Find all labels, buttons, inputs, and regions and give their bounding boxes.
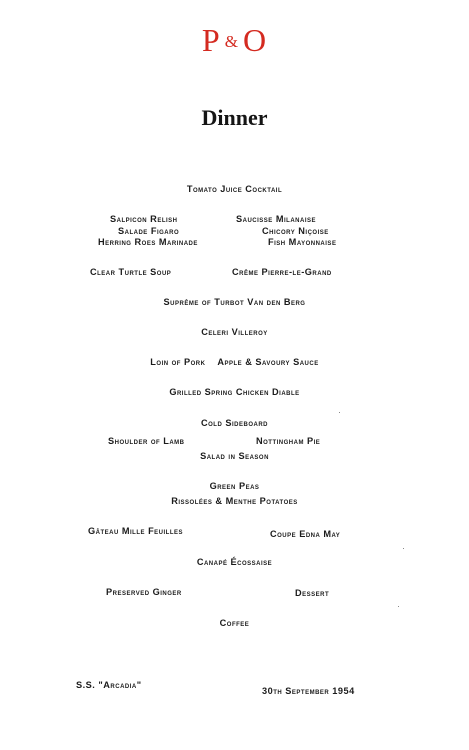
menu-item-potatoes: Rissolées & Menthe Potatoes: [171, 496, 298, 506]
logo-ampersand: &: [224, 32, 239, 51]
logo-letter-o: O: [242, 22, 268, 58]
menu-item-saucisse: Saucisse Milanaise: [236, 214, 317, 224]
menu-item-pie: Nottingham Pie: [256, 436, 321, 446]
menu-item-coupe: Coupe Edna May: [270, 529, 341, 539]
menu-item-salpicon: Salpicon Relish: [110, 214, 178, 224]
logo-letter-p: P: [201, 22, 221, 58]
footer-ship-name: S.S. "Arcadia": [76, 680, 142, 690]
menu-item-herring: Herring Roes Marinade: [98, 237, 198, 247]
menu-item-chicken: Grilled Spring Chicken Diable: [169, 387, 300, 397]
menu-item-dessert: Dessert: [295, 588, 330, 598]
footer-date: 30th September 1954: [262, 686, 355, 696]
menu-item-lamb: Shoulder of Lamb: [108, 436, 185, 446]
menu-item-pork: Loin of Pork Apple & Savoury Sauce: [150, 357, 319, 367]
menu-item-gateau: Gâteau Mille Feuilles: [88, 526, 184, 536]
menu-item-peas: Green Peas: [209, 481, 260, 491]
menu-heading-cold-sideboard: Cold Sideboard: [201, 418, 268, 428]
menu-item-celeri: Celeri Villeroy: [201, 327, 268, 337]
menu-item-fish: Fish Mayonnaise: [268, 237, 337, 247]
menu-item-turbot: Suprême of Turbot Van den Berg: [163, 297, 306, 307]
page-title: Dinner: [201, 105, 268, 130]
menu-item-creme: Crême Pierre-le-Grand: [232, 267, 332, 277]
menu-item-salad: Salad in Season: [200, 451, 269, 461]
menu-item-turtle-soup: Clear Turtle Soup: [90, 267, 172, 277]
paper-speck: [398, 606, 399, 607]
company-logo: [0, 22, 469, 59]
menu-item-coffee: Coffee: [219, 618, 250, 628]
menu-item-cocktail: Tomato Juice Cocktail: [186, 184, 283, 194]
menu-item-chicory: Chicory Niçoise: [262, 226, 329, 236]
menu-item-canape: Canapé Écossaise: [196, 557, 273, 567]
menu-item-salade: Salade Figaro: [118, 226, 180, 236]
paper-speck: [403, 548, 404, 549]
paper-speck: [339, 412, 340, 413]
menu-item-ginger: Preserved Ginger: [106, 587, 182, 597]
